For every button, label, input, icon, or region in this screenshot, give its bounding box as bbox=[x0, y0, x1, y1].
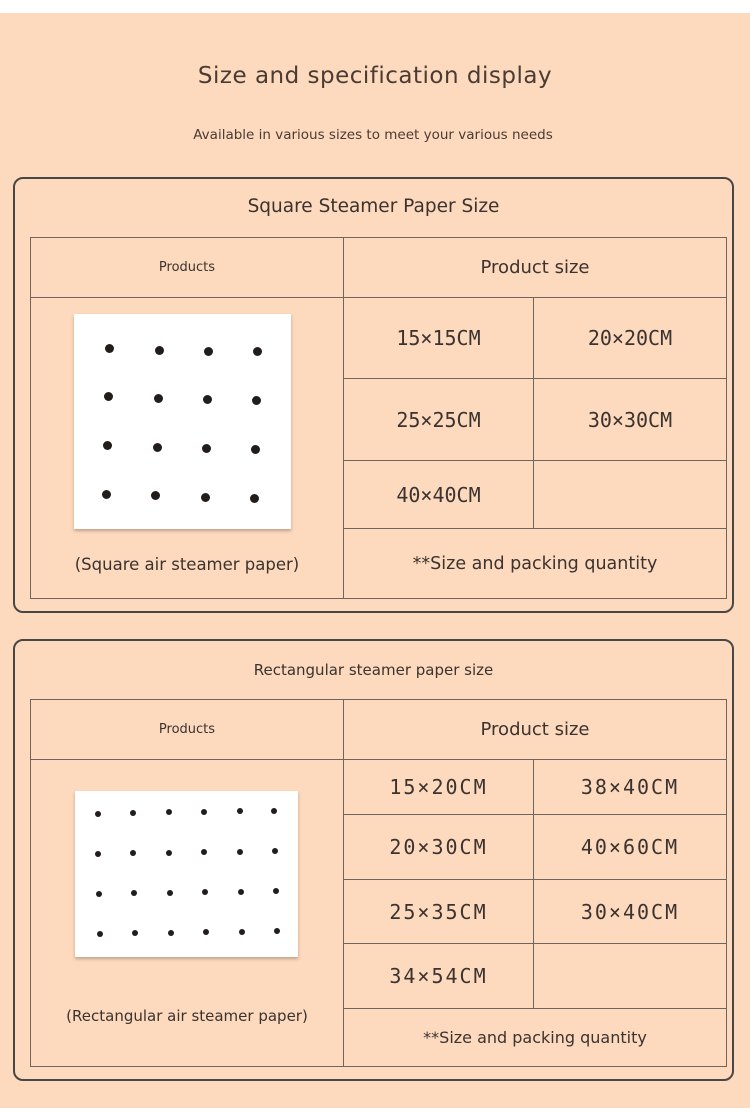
paper-hole bbox=[203, 929, 209, 935]
paper-hole bbox=[239, 929, 245, 935]
paper-hole bbox=[155, 346, 164, 355]
paper-hole bbox=[131, 890, 137, 896]
paper-hole bbox=[167, 890, 173, 896]
paper-hole bbox=[250, 494, 259, 503]
paper-hole bbox=[203, 395, 212, 404]
paper-hole bbox=[272, 848, 278, 854]
paper-hole bbox=[251, 445, 260, 454]
empty-cell bbox=[534, 944, 727, 1009]
packing-note: **Size and packing quantity bbox=[344, 529, 727, 599]
size-cell: 30×40CM bbox=[534, 880, 727, 944]
product-size-header: Product size bbox=[344, 700, 727, 760]
empty-cell bbox=[534, 461, 727, 529]
square-size-table bbox=[30, 237, 727, 599]
paper-hole bbox=[151, 491, 160, 500]
square-product-cell bbox=[31, 298, 344, 599]
paper-hole bbox=[204, 347, 213, 356]
paper-hole bbox=[238, 889, 244, 895]
paper-hole bbox=[253, 347, 262, 356]
paper-hole bbox=[104, 392, 113, 401]
rectangular-section-title: Rectangular steamer paper size bbox=[253, 661, 494, 679]
paper-hole bbox=[201, 809, 207, 815]
paper-hole bbox=[132, 930, 138, 936]
rectangular-steamer-paper-icon bbox=[75, 791, 298, 957]
packing-note: **Size and packing quantity bbox=[344, 1009, 727, 1067]
size-cell: 25×35CM bbox=[344, 880, 534, 944]
size-cell: 34×54CM bbox=[344, 944, 534, 1009]
size-cell: 15×20CM bbox=[344, 760, 534, 815]
size-cell: 40×60CM bbox=[534, 815, 727, 880]
paper-hole bbox=[271, 808, 277, 814]
paper-hole bbox=[96, 891, 102, 897]
paper-hole bbox=[273, 888, 279, 894]
size-cell: 20×30CM bbox=[344, 815, 534, 880]
paper-hole bbox=[201, 493, 210, 502]
page-subtitle: Available in various sizes to meet your various needs bbox=[193, 127, 553, 143]
paper-hole bbox=[168, 930, 174, 936]
paper-hole bbox=[202, 444, 211, 453]
spec-page bbox=[0, 13, 750, 1108]
paper-hole bbox=[97, 931, 103, 937]
square-size-section bbox=[13, 177, 734, 613]
rectangular-size-section bbox=[13, 639, 734, 1081]
square-paper-caption: (Square air steamer paper) bbox=[74, 555, 300, 574]
square-section-title: Square Steamer Paper Size bbox=[247, 196, 500, 217]
paper-hole bbox=[130, 810, 136, 816]
products-header: Products bbox=[31, 238, 344, 298]
size-cell: 38×40CM bbox=[534, 760, 727, 815]
products-header: Products bbox=[31, 700, 344, 760]
size-cell: 40×40CM bbox=[344, 461, 534, 529]
product-size-header: Product size bbox=[344, 238, 727, 298]
square-steamer-paper-icon bbox=[74, 314, 291, 529]
paper-hole bbox=[105, 344, 114, 353]
paper-hole bbox=[153, 443, 162, 452]
paper-hole bbox=[95, 851, 101, 857]
paper-hole bbox=[154, 394, 163, 403]
rectangular-paper-caption: (Rectangular air steamer paper) bbox=[66, 1007, 308, 1025]
paper-hole bbox=[95, 811, 101, 817]
size-cell: 25×25CM bbox=[344, 379, 534, 461]
page-title: Size and specification display bbox=[197, 63, 553, 89]
paper-hole bbox=[202, 889, 208, 895]
paper-hole bbox=[130, 850, 136, 856]
paper-hole bbox=[274, 928, 280, 934]
paper-hole bbox=[201, 849, 207, 855]
paper-hole bbox=[166, 809, 172, 815]
paper-hole bbox=[103, 441, 112, 450]
rectangular-product-cell bbox=[31, 760, 344, 1067]
size-cell: 20×20CM bbox=[534, 298, 727, 379]
paper-hole bbox=[252, 396, 261, 405]
paper-hole bbox=[166, 850, 172, 856]
size-cell: 15×15CM bbox=[344, 298, 534, 379]
paper-hole bbox=[102, 490, 111, 499]
paper-hole bbox=[237, 808, 243, 814]
paper-hole bbox=[237, 849, 243, 855]
rectangular-size-table bbox=[30, 699, 727, 1067]
size-cell: 30×30CM bbox=[534, 379, 727, 461]
